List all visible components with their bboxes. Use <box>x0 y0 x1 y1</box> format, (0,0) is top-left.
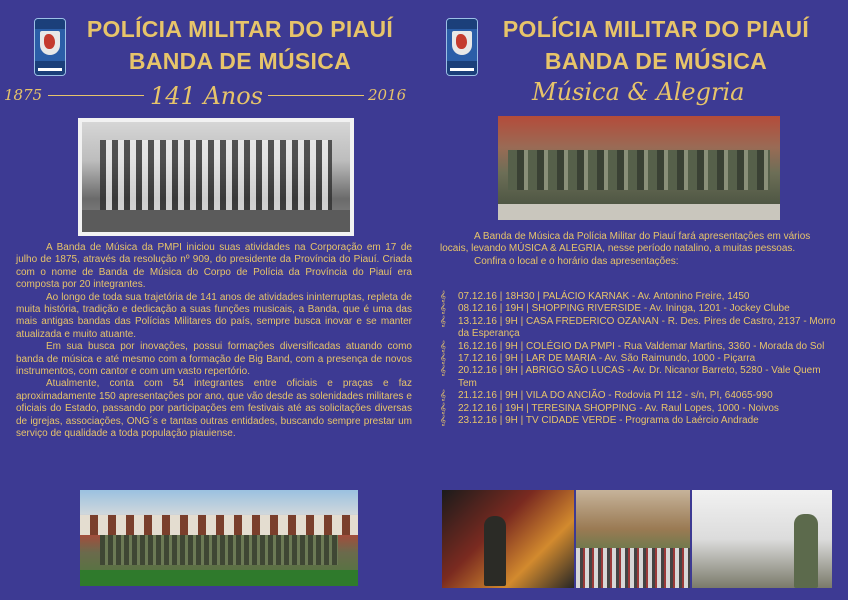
historic-band-photo <box>78 118 354 236</box>
intro-text <box>440 231 838 268</box>
treble-clef-icon: 𝄞 <box>440 315 446 327</box>
year-rule-left <box>48 95 144 96</box>
schedule-item: 𝄞 17.12.16 | 9H | LAR DE MARIA - Av. São Raimundo, 1000 - Piçarra <box>440 353 756 365</box>
history-paragraph: Em sua busca por inovações, possui formações diversificadas atuando como banda de música e até mesmo com a formação de Big Band, com a presença de novos instrumentos, com cantor e com um vasto repertório. <box>16 341 412 378</box>
hall-concert-photo <box>576 490 690 588</box>
history-text <box>16 242 412 441</box>
performance-schedule <box>440 291 836 427</box>
treble-clef-icon: 𝄞 <box>440 365 446 377</box>
schedule-item: 𝄞 23.12.16 | 9H | TV CIDADE VERDE - Programa do Laércio Andrade <box>440 415 759 427</box>
treble-clef-icon: 𝄞 <box>440 402 446 414</box>
year-start: 1875 <box>4 86 43 104</box>
schedule-item: 𝄞 07.12.16 | 18H30 | PALÁCIO KARNAK - Av. Antonino Freire, 1450 <box>440 291 750 302</box>
schedule-item: 𝄞 21.12.16 | 9H | VILA DO ANCIÃO - Rodovia PI 112 - s/n, PI, 64065-990 <box>440 390 773 402</box>
treble-clef-icon: 𝄞 <box>440 353 446 365</box>
intro-paragraph: Confira o local e o horário das apresentações: <box>474 255 679 267</box>
year-end: 2016 <box>368 86 407 104</box>
right-title-line1: POLÍCIA MILITAR DO PIAUÍ <box>502 16 810 42</box>
slogan: Música & Alegria <box>532 78 745 106</box>
anniversary-label: 141 Anos <box>150 82 263 110</box>
history-paragraph: A Banda de Música da PMPI iniciou suas atividades na Corporação em 17 de julho de 1875, através da resolução nº 909, do presidente da Província do Piauí. Criada com o nome de Banda de Música do Corpo de Polícia da Província do Piauí era composta por 20 integrantes. <box>16 242 412 291</box>
schedule-item: 𝄞 16.12.16 | 9H | COLÉGIO DA PMPI - Rua Valdemar Martins, 3360 - Morada do Sol <box>440 340 825 352</box>
intro-paragraph: A Banda de Música da Polícia Militar do Piauí fará apresentações em vários locais, levando MÚSICA & ALEGRIA, nesse período natalino, a muitas pessoas. <box>440 231 811 255</box>
treble-clef-icon: 𝄞 <box>440 303 446 315</box>
schedule-item: 𝄞 22.12.16 | 19H | TERESINA SHOPPING - Av. Raul Lopes, 1000 - Noivos <box>440 402 779 414</box>
night-concert-photo <box>442 490 574 588</box>
schedule-item: 𝄞 20.12.16 | 9H | ABRIGO SÃO LUCAS - Av. Dr. Nicanor Barreto, 5280 - Vale Quem Tem <box>440 365 821 389</box>
year-rule-right <box>268 95 364 96</box>
treble-clef-icon: 𝄞 <box>440 415 446 427</box>
treble-clef-icon: 𝄞 <box>440 340 446 352</box>
indoor-concert-photo <box>692 490 832 588</box>
left-title-line2: BANDA DE MÚSICA <box>128 48 352 74</box>
right-title-line2: BANDA DE MÚSICA <box>544 48 768 74</box>
history-paragraph: Ao longo de toda sua trajetória de 141 anos de atividades ininterruptas, repleta de muita história, tradição e dedicação a suas funções musicais, a Banda, que é uma das mais antigas bandas das Polícias Militares do país, sempre busca inovar e se manter atualizada e muito atuante. <box>16 291 412 340</box>
treble-clef-icon: 𝄞 <box>440 291 446 302</box>
pmpi-crest-logo <box>34 18 66 76</box>
pmpi-crest-logo <box>446 18 478 76</box>
schedule-item: 𝄞 08.12.16 | 19H | SHOPPING RIVERSIDE - Av. Ininga, 1201 - Jockey Clube <box>440 303 790 315</box>
band-performance-photo <box>498 116 780 220</box>
band-parade-photo <box>80 490 358 586</box>
left-title-line1: POLÍCIA MILITAR DO PIAUÍ <box>86 16 394 42</box>
schedule-item: 𝄞 13.12.16 | 9H | CASA FREDERICO OZANAN - R. Des. Pires de Castro, 2137 - Morro da Esperança <box>440 315 836 340</box>
treble-clef-icon: 𝄞 <box>440 390 446 402</box>
history-paragraph: Atualmente, conta com 54 integrantes entre oficiais e praças e faz aproximadamente 150 apresentações por ano, que vão desde as solenidades militares e oficiais do Estado, passando por participações em festivais até as solicitações diversas de igrejas, associações, ONG´s e tantas outras entidades, buscando sempre prestar um serviço de qualidade a toda população piauiense. <box>16 378 412 440</box>
